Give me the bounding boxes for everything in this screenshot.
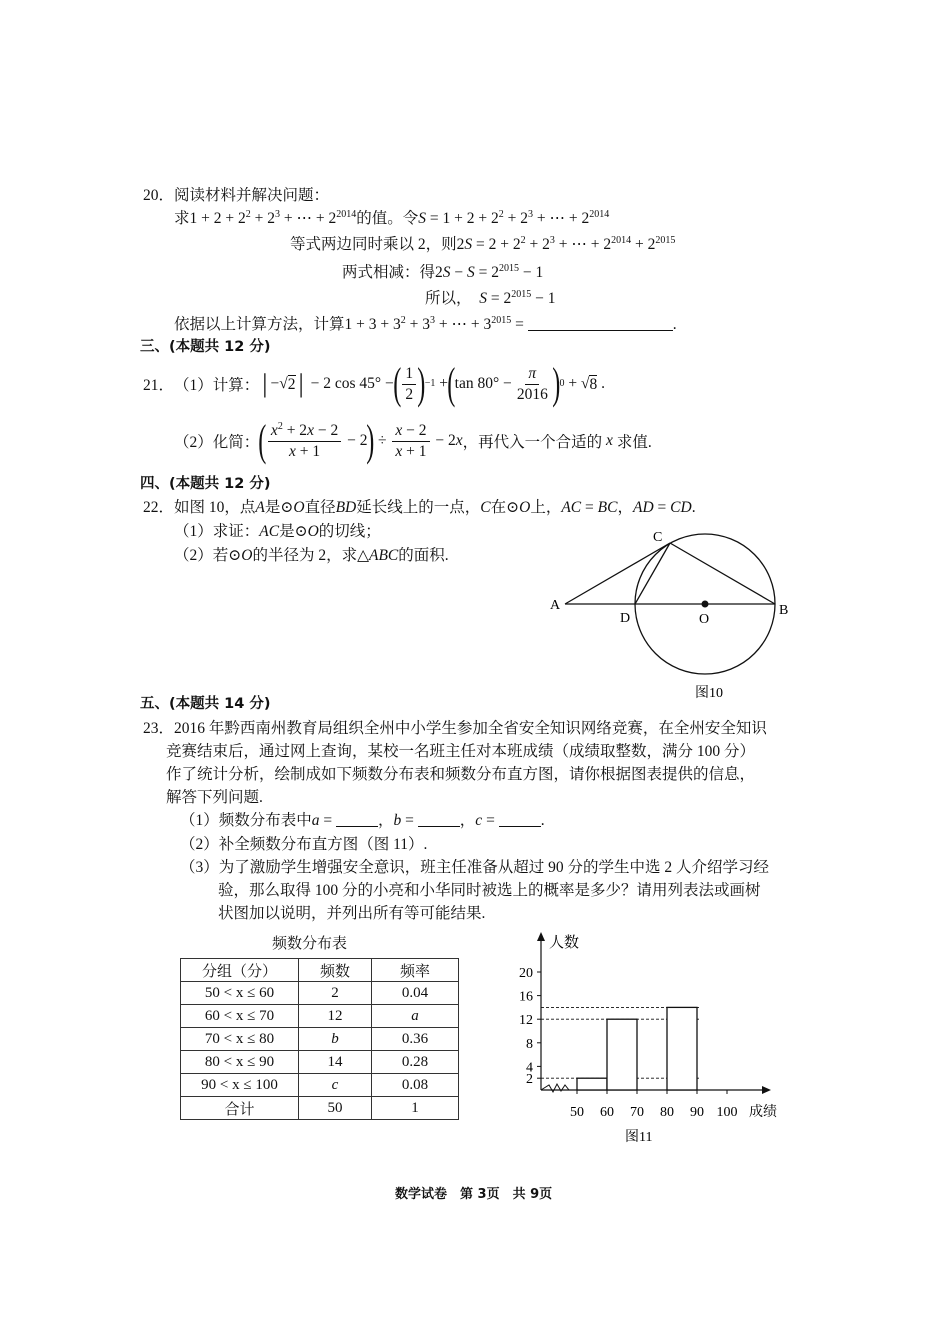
y-axis-label: 人数 — [549, 935, 580, 951]
table-cell: 0.28 — [372, 1051, 459, 1074]
x-tick-label: 100 — [716, 1105, 738, 1120]
q23-stem-line-3: 作了统计分析，绘制成如下频数分布表和频数分布直方图，请你根据图表提供的信息， — [166, 766, 756, 783]
q20-line4: 所以， $S = 2^{2015} - 1$ — [425, 289, 556, 307]
table-title: 频数分布表 — [272, 936, 348, 952]
q22-part1: （1）求证：AC是⊙O的切线； — [174, 523, 381, 540]
section-4-heading: 四、(本题共 12 分) — [140, 476, 271, 492]
q22-stem-b: 是⊙ — [264, 499, 294, 516]
histogram-bar — [607, 1019, 637, 1090]
header-group: 分组（分） — [181, 959, 299, 982]
section-5-heading: 五、(本题共 14 分) — [140, 696, 271, 712]
table-cell: 50 — [299, 1097, 372, 1120]
q22-stem-a: 如图 10，点 — [174, 499, 256, 516]
q23-part1-a: （1）频数分布表中 — [180, 812, 312, 829]
q21-part2-label: （2）化简： — [174, 434, 260, 451]
x-tick-label: 90 — [690, 1105, 704, 1120]
q22-stem-d: 延长线上的一点， — [356, 499, 481, 516]
line-ac — [565, 543, 670, 604]
q20-line2-text: 等式两边同时乘以 2，则 — [290, 236, 457, 253]
q20-title: 阅读材料并解决问题： — [174, 187, 330, 204]
table-row — [181, 1028, 459, 1051]
q22-part1-c: 的切线； — [318, 523, 381, 540]
x-axis-label: 成绩 — [749, 1105, 777, 1120]
table-row — [181, 1097, 459, 1120]
q21-part1: 21． （1）计算： | −√ 2 | − 2 cos 45° − ( $\frac{1}{2}$ ) −1 + ( tan 80° − $\frac{\pi}{2016}$ ) 0 + √ 8 . — [143, 359, 605, 408]
table-cell: 2 — [299, 982, 372, 1005]
q20-line5: 依据以上计算方法，计算$1 + 3 + 3^2 + 3^3$ + ⋯ + $3^{2015}$ = . — [174, 315, 677, 333]
table-cell: 60 < x ≤ 70 — [181, 1005, 299, 1028]
line-cb — [670, 543, 775, 604]
y-tick-label: 8 — [526, 1036, 533, 1052]
q20-line4-text: 所以， — [425, 290, 472, 307]
q22-stem-f: 上， — [530, 499, 562, 516]
figure-10 — [540, 525, 810, 705]
x-axis-arrow — [762, 1086, 771, 1094]
q22-part2-b: 的半径为 2，求△ — [252, 547, 369, 564]
q20-line3: 两式相减：得$2S - S = 2^{2015} - 1$ — [342, 263, 544, 281]
x-tick-label: 50 — [570, 1105, 584, 1120]
table-cell: 0.08 — [372, 1074, 459, 1097]
x-tick-label: 70 — [630, 1105, 644, 1120]
header-rate: 频率 — [372, 959, 459, 982]
q20-header — [143, 183, 329, 205]
label-d: D — [620, 611, 631, 626]
q20-line1-mid: 的值。令 — [356, 210, 419, 227]
q22-part2-c: 的面积. — [398, 547, 449, 564]
q21-part2-suffix2: 求值. — [616, 434, 652, 451]
histogram-bar — [577, 1078, 607, 1090]
line-dc — [635, 543, 670, 604]
y-tick-label: 16 — [519, 989, 533, 1005]
y-tick-label: 20 — [519, 966, 533, 981]
table-cell: b — [299, 1028, 372, 1051]
histogram-bar — [667, 1007, 697, 1090]
table-cell: 50 < x ≤ 60 — [181, 982, 299, 1005]
page-footer: 数学试卷 第 3页 共 9页 — [395, 1187, 553, 1202]
y-tick-label: 4 — [526, 1060, 533, 1076]
q23-part3-line-2: 验，那么取得 100 分的小亮和小华同时被选上的概率是多少？请用列表法或画树 — [218, 882, 761, 899]
q20-line3-text: 两式相减：得 — [342, 264, 436, 281]
x-tick-label: 80 — [660, 1105, 674, 1120]
table-row — [181, 1051, 459, 1074]
table-cell: 1 — [372, 1097, 459, 1120]
section-3-heading: 三、(本题共 12 分) — [140, 339, 271, 355]
q23-stem-line-1: 2016 年黔西南州教育局组织全州中小学生参加全省安全知识网络竞赛，在全州安全知识 — [174, 720, 767, 737]
figure-11-caption: 图11 — [625, 1130, 653, 1145]
header-count: 频数 — [299, 959, 372, 982]
q23-part1: （1）频数分布表中a = ，b = ，c = . — [180, 812, 545, 829]
q21-part2: （2）化简： ( $\frac{x^2 + 2x - 2}{x + 1}$ − 2 ) ÷ $\frac{x - 2}{x + 1}$ − 2 x ，再代入一个合适的 x 求值. — [174, 416, 652, 465]
label-o: O — [699, 612, 710, 627]
table-cell: 0.36 — [372, 1028, 459, 1051]
table-cell: 12 — [299, 1005, 372, 1028]
table-row — [181, 1074, 459, 1097]
table-cell: 90 < x ≤ 100 — [181, 1074, 299, 1097]
q22-part1-b: 是⊙ — [279, 523, 308, 540]
table-row — [181, 1005, 459, 1028]
q20-line1: 求$1 + 2 + 2^2 + 2^3$ + ⋯ + $2^{2014}$的值。令$S = 1 + 2 + 2^2 + 2^3$ + ⋯ + $2^{2014}$ — [174, 209, 610, 227]
table-cell: 合计 — [181, 1097, 299, 1120]
axis-break — [541, 1084, 577, 1092]
figure-10-caption: 图10 — [695, 686, 723, 701]
blank-b[interactable] — [418, 826, 460, 827]
table-header-row — [181, 959, 459, 982]
table-cell: 80 < x ≤ 90 — [181, 1051, 299, 1074]
q23-part2: （2）补全频数分布直方图（图 11）. — [180, 836, 428, 853]
q22-stem-c: 直径 — [304, 499, 336, 516]
q20-line5-text: 依据以上计算方法，计算 — [174, 316, 345, 333]
histogram-chart — [505, 925, 805, 1150]
q23-part3-line-3: 状图加以说明，并列出所有等可能结果. — [218, 905, 486, 922]
q22-part2: （2）若⊙O的半径为 2，求△ABC的面积. — [174, 547, 449, 564]
q23-part3-line-1: （3）为了激励学生增强安全意识，班主任准备从超过 90 分的学生中选 2 人介绍学习经 — [180, 859, 770, 876]
q21-part1-label: （1）计算： — [174, 377, 260, 394]
q21-part2-suffix: ，再代入一个合适的 — [462, 434, 603, 451]
y-tick-label: 12 — [519, 1013, 533, 1029]
frequency-table — [180, 958, 459, 1120]
table-cell: 0.04 — [372, 982, 459, 1005]
q20-number: 20． — [143, 187, 175, 204]
label-b: B — [779, 603, 789, 618]
q22-stem-e: 在⊙ — [490, 499, 520, 516]
q23-stem-line-4: 解答下列问题. — [166, 789, 263, 806]
y-axis-arrow — [537, 932, 545, 941]
q23-stem-line-2: 竞赛结束后，通过网上查询，某校一名班主任对本班成绩（成绩取整数，满分 100 分） — [166, 743, 756, 760]
x-tick-label: 60 — [600, 1105, 614, 1120]
label-a: A — [550, 598, 561, 613]
q21-number: 21． — [143, 377, 175, 394]
q22-part2-a: （2）若⊙ — [174, 547, 242, 564]
q20-answer-blank[interactable] — [528, 330, 673, 331]
table-cell: 14 — [299, 1051, 372, 1074]
blank-c[interactable] — [499, 826, 541, 827]
q23-number: 23． — [143, 720, 175, 737]
center-point — [702, 601, 709, 608]
table-cell: 70 < x ≤ 80 — [181, 1028, 299, 1051]
table-row — [181, 982, 459, 1005]
table-cell: a — [372, 1005, 459, 1028]
label-c: C — [653, 530, 663, 545]
table-cell: c — [299, 1074, 372, 1097]
q22-number: 22． — [143, 499, 175, 516]
y-tick-label: 2 — [526, 1072, 533, 1088]
q20-line1-prefix: 求 — [174, 210, 190, 227]
q20-line2: 等式两边同时乘以 2，则$2S = 2 + 2^2 + 2^3$ + ⋯ + $2^{2014} + 2^{2015}$ — [290, 235, 676, 253]
blank-a[interactable] — [336, 826, 378, 827]
q22-stem: 22．如图 10，点A是⊙O直径BD延长线上的一点，C在⊙O上，AC = BC，AD = CD. — [143, 499, 696, 516]
q22-part1-a: （1）求证： — [174, 523, 260, 540]
